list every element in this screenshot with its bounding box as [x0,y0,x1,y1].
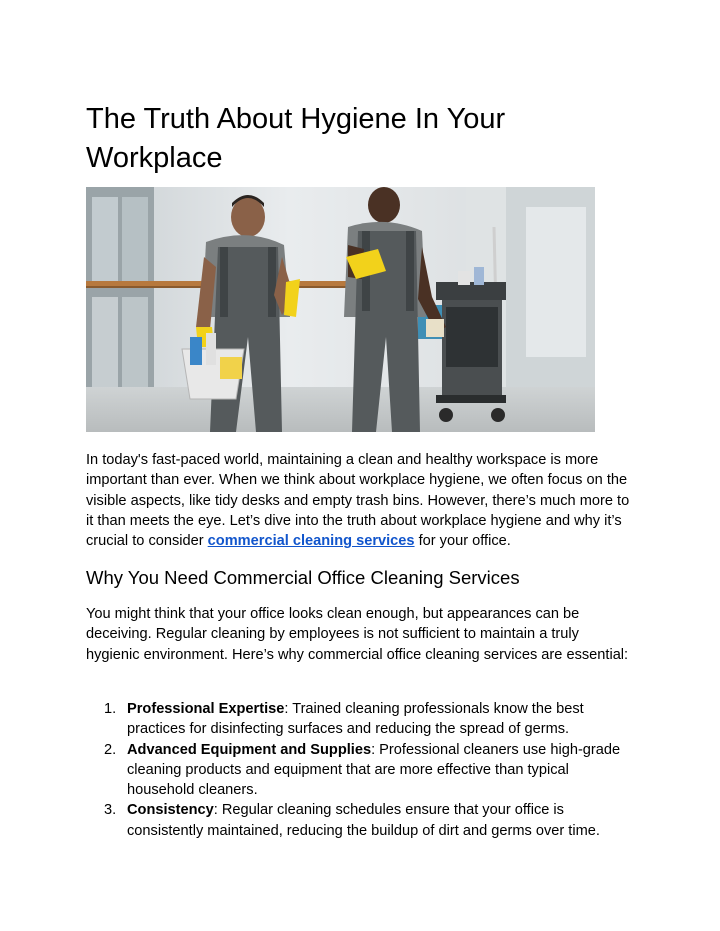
list-text: : Trained cleaning professionals know the best practices for disinfecting surfaces and reducing the spread of germs. [127,701,584,738]
list-text: : Regular cleaning schedules ensure that your office is consistently maintained, reducing the buildup of dirt and germs over time. [127,802,600,839]
intro-paragraph [86,450,636,551]
list-term: Consistency [127,802,214,819]
list-number: 2. [104,741,117,758]
page-title: The Truth About Hygiene In Your Workplace [86,103,506,174]
list-item [86,699,636,740]
list-text: : Professional cleaners use high-grade cleaning products and equipment that are more effective than typical household cleaners. [127,741,621,799]
hero-image [86,187,595,432]
list-number: 1. [104,701,117,717]
list-term: Professional Expertise [127,701,285,717]
list-item [86,800,636,841]
list-item [86,740,636,801]
commercial-cleaning-link[interactable]: commercial cleaning services [207,533,415,550]
reasons-list [86,699,636,841]
intro-text-end: for your office. [414,533,511,550]
list-number: 3. [104,802,117,819]
list-term: Advanced Equipment and Supplies [127,741,372,758]
section-paragraph: You might think that your office looks clean enough, but appearances can be deceiving. Regular cleaning by employees is not sufficient to maintain a truly hygienic environment. Here’s why commercial office cleaning services are essential: [86,606,629,663]
intro-text: In today's fast-paced world, maintaining a clean and healthy workspace is more important than ever. When we think about workplace hygiene, we often focus on the visible aspects, like tidy desks and empty trash bins. However, there’s much more to it than meets the eye. Let’s dive into the truth about workplace hygiene and why it’s crucial to consider [86,452,630,550]
section-heading: Why You Need Commercial Office Cleaning Services [86,567,520,588]
